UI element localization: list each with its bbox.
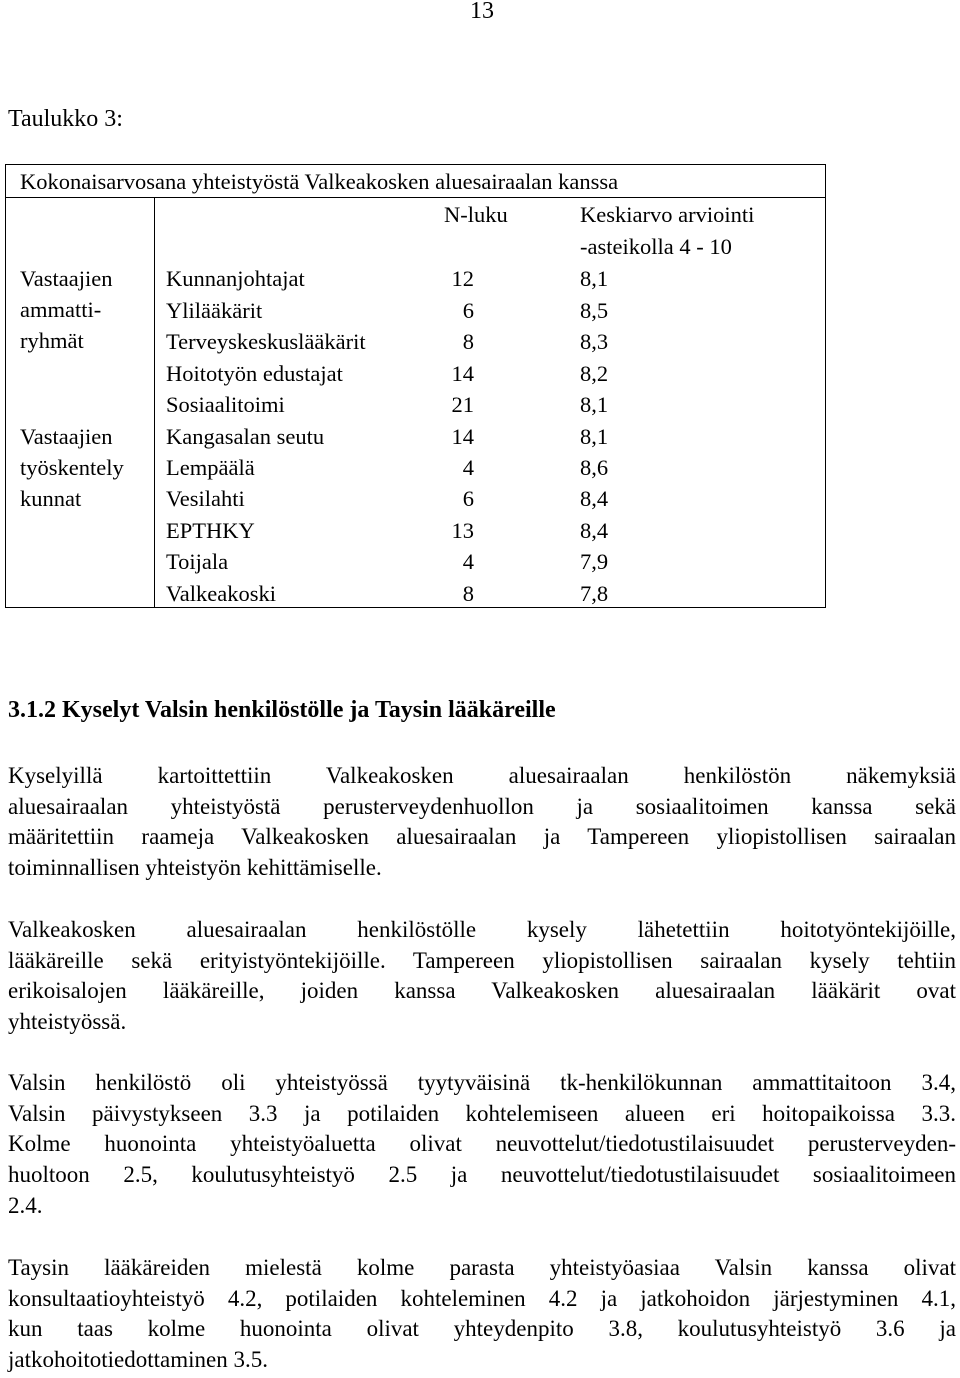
header-asteikko: -asteikolla 4 - 10: [580, 234, 732, 259]
page-number: 13: [470, 0, 494, 24]
row-score: 8,6: [580, 455, 609, 480]
row-name: Kangasalan seutu: [166, 424, 325, 449]
row-name: Vesilahti: [166, 486, 245, 511]
row-n: 6: [462, 486, 474, 511]
row-name: Toijala: [166, 549, 229, 574]
row-n: 4: [462, 549, 474, 574]
text-line: Valsin henkilöstö oli yhteistyössä tyytyväisinä tk-henkilökunnan ammattitaitoon 3.4,: [8, 1070, 956, 1095]
row-n: 14: [451, 361, 474, 386]
group-label-line: Vastaajien: [20, 266, 113, 291]
row-score: 8,5: [580, 298, 609, 323]
row-name: EPTHKY: [166, 518, 255, 543]
paragraph-1: [8, 761, 956, 884]
row-n: 4: [462, 455, 474, 480]
group-label-line: työskentely: [20, 455, 124, 480]
row-n: 13: [451, 518, 474, 543]
row-name: Sosiaalitoimi: [166, 392, 285, 417]
group-label-line: kunnat: [20, 486, 82, 511]
group-label-kunnat: [20, 421, 124, 514]
row-score: 8,4: [580, 486, 609, 511]
results-table: [5, 164, 826, 608]
row-name: Hoitotyön edustajat: [166, 361, 343, 386]
text-line: määritettiin raameja Valkeakosken aluesairaalan ja Tampereen yliopistollisen sairaalan: [8, 824, 956, 850]
text-line: Valkeakosken aluesairaalan henkilöstölle kysely lähetettiin hoitotyöntekijöille,: [8, 917, 956, 942]
text-line: lääkäreille sekä erityistyöntekijöille. Tampereen yliopistollisen sairaalan kysely tehtiin: [8, 947, 956, 973]
row-score: 8,2: [580, 361, 609, 386]
group-label-line: Vastaajien: [20, 424, 113, 449]
row-n: 8: [462, 329, 474, 354]
table-caption: Taulukko 3:: [8, 106, 123, 132]
group-label-line: ryhmät: [20, 328, 84, 353]
section-heading: 3.1.2 Kyselyt Valsin henkilöstölle ja Taysin lääkäreille: [8, 697, 556, 723]
row-n: 6: [462, 298, 474, 323]
row-score: 8,1: [580, 266, 609, 291]
text-line: Kyselyillä kartoittettiin Valkeakosken aluesairaalan henkilöstön näkemyksiä: [8, 763, 956, 788]
row-n: 14: [451, 424, 474, 449]
text-line: konsultaatioyhteistyö 4.2, potilaiden kohteleminen 4.2 ja jatkohoidon järjestyminen 4.1,: [8, 1285, 956, 1311]
row-name: Lempäälä: [166, 455, 255, 480]
row-name: Valkeakoski: [166, 581, 276, 606]
row-name: Terveyskeskuslääkärit: [166, 329, 366, 354]
paragraph-2: [8, 915, 956, 1038]
row-n: 21: [451, 392, 474, 417]
row-score: 7,9: [580, 549, 609, 574]
row-score: 7,8: [580, 581, 609, 606]
text-line: Valsin päivystykseen 3.3 ja potilaiden kohtelemiseen alueen eri hoitopaikoissa 3.3.: [8, 1100, 956, 1126]
text-line: huoltoon 2.5, koulutusyhteistyö 2.5 ja neuvottelut/tiedotustilaisuudet sosiaalitoimeen: [8, 1162, 956, 1188]
group-label-line: ammatti-: [20, 297, 102, 322]
group-label-ammattiryhmat: [20, 263, 112, 356]
row-name: Kunnanjohtajat: [166, 266, 305, 291]
row-n: 8: [462, 581, 474, 606]
text-line: Kolme huonointa yhteistyöaluetta olivat neuvottelut/tiedotustilaisuudet perusterveyden-: [8, 1131, 956, 1157]
text-line: Taysin lääkäreiden mielestä kolme parasta yhteistyöasiaa Valsin kanssa olivat: [8, 1255, 956, 1280]
row-score: 8,1: [580, 424, 609, 449]
row-name: Ylilääkärit: [166, 298, 263, 323]
text-line: erikoisalojen lääkäreille, joiden kanssa Valkeakosken aluesairaalan lääkärit ovat: [8, 978, 956, 1004]
paragraph-4: [8, 1253, 956, 1376]
text-line: toiminnallisen yhteistyön kehittämiselle.: [8, 855, 382, 881]
header-keskiarvo: Keskiarvo arviointi: [580, 202, 755, 227]
header-n-luku: N-luku: [444, 202, 508, 227]
text-line: kun taas kolme huonointa olivat yhteydenpito 3.8, koulutusyhteistyö 3.6 ja: [8, 1316, 956, 1342]
row-score: 8,1: [580, 392, 609, 417]
text-line: yhteistyössä.: [8, 1009, 127, 1035]
paragraph-3: [8, 1068, 956, 1222]
table-title: Kokonaisarvosana yhteistyöstä Valkeakosken aluesairaalan kanssa: [20, 169, 619, 194]
table-column-divider: [154, 197, 155, 608]
row-n: 12: [451, 266, 474, 291]
text-line: jatkohoitotiedottaminen 3.5.: [8, 1347, 268, 1373]
text-line: 2.4.: [8, 1192, 43, 1218]
row-score: 8,4: [580, 518, 609, 543]
row-score: 8,3: [580, 329, 609, 354]
text-line: aluesairaalan yhteistyöstä perusterveydenhuollon ja sosiaalitoimen kanssa sekä: [8, 793, 956, 819]
